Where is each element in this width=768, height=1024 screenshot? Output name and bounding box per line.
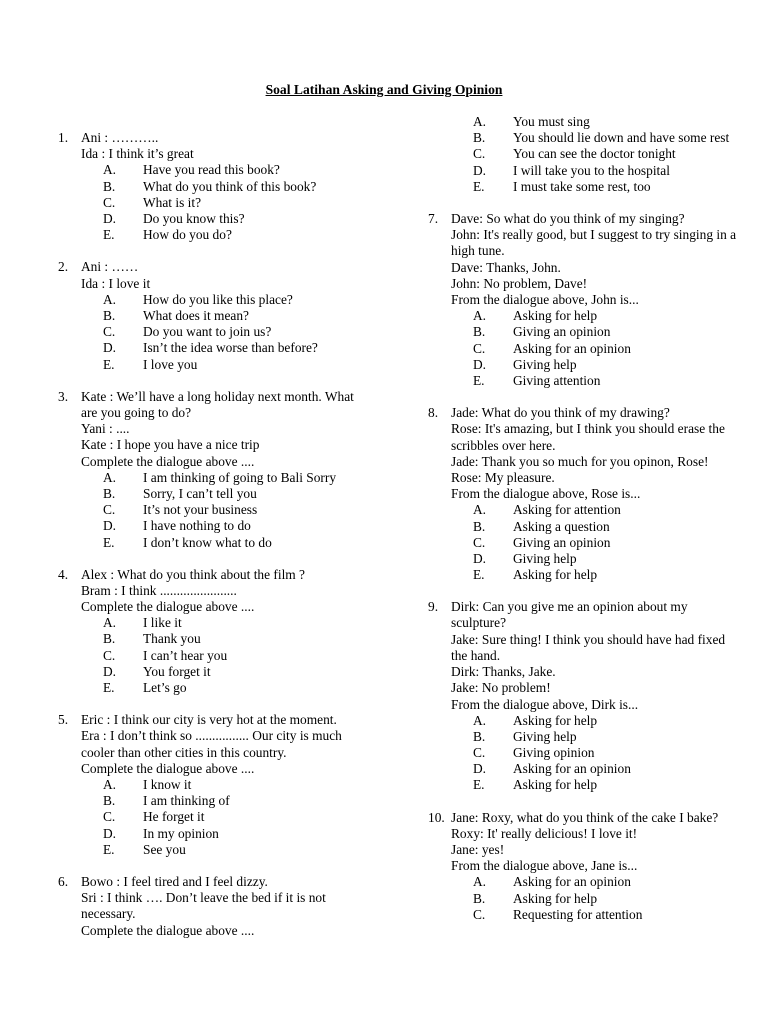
- option-letter: C.: [103, 502, 116, 518]
- dialogue-line: Jade: Thank you so much for you opinon, Rose!: [451, 453, 709, 469]
- option-letter: A.: [103, 777, 117, 793]
- dialogue-line: Dirk: Thanks, Jake.: [451, 664, 556, 680]
- answer-option: [81, 518, 358, 534]
- option-text: In my opinion: [143, 825, 219, 841]
- option-letter: C.: [473, 745, 486, 761]
- answer-option: [451, 163, 738, 179]
- option-letter: B.: [103, 631, 116, 647]
- option-letter: D.: [473, 356, 487, 372]
- option-letter: E.: [103, 356, 115, 372]
- question-body: [81, 712, 358, 858]
- answer-option: [451, 761, 738, 777]
- option-text: Asking for help: [513, 890, 598, 906]
- answer-option: [451, 551, 738, 567]
- document-title: Soal Latihan Asking and Giving Opinion: [265, 82, 503, 97]
- question-number: 9.: [428, 599, 439, 615]
- answer-option: [81, 179, 358, 195]
- answer-option: [451, 502, 738, 518]
- option-text: I am thinking of going to Bali Sorry: [143, 469, 337, 485]
- option-text: I know it: [143, 777, 192, 793]
- question-body: [451, 114, 738, 195]
- option-letter: A.: [103, 291, 117, 307]
- question-4: [58, 567, 358, 697]
- option-letter: B.: [103, 485, 116, 501]
- dialogue-line: From the dialogue above, Jane is...: [451, 858, 638, 874]
- option-text: Giving opinion: [513, 745, 595, 761]
- option-text: Asking for attention: [513, 502, 621, 518]
- option-letter: D.: [103, 340, 117, 356]
- question-3: [58, 389, 358, 551]
- option-letter: C.: [103, 809, 116, 825]
- answer-option: [81, 648, 358, 664]
- answer-option: [81, 357, 358, 373]
- option-letter: B.: [103, 307, 116, 323]
- question-10: [428, 810, 738, 923]
- answer-option: [451, 567, 738, 583]
- option-letter: B.: [473, 890, 486, 906]
- option-letter: D.: [473, 550, 487, 566]
- option-letter: B.: [473, 130, 486, 146]
- option-letter: B.: [473, 324, 486, 340]
- option-letter: E.: [473, 178, 485, 194]
- dialogue-line: Bowo : I feel tired and I feel dizzy.: [81, 873, 268, 889]
- answer-option: [81, 842, 358, 858]
- option-text: I have nothing to do: [143, 518, 251, 534]
- option-text: I love you: [143, 356, 198, 372]
- option-letter: E.: [103, 534, 115, 550]
- question-number: 4.: [58, 566, 69, 582]
- question-6: [58, 874, 358, 939]
- answer-option: [451, 745, 738, 761]
- option-text: Do you want to join us?: [143, 324, 272, 340]
- question-number: 6.: [58, 873, 69, 889]
- option-text: Asking for an opinion: [513, 340, 631, 356]
- dialogue-line: From the dialogue above, Rose is...: [451, 486, 641, 502]
- answer-option: [81, 162, 358, 178]
- option-text: What do you think of this book?: [143, 178, 317, 194]
- answer-option: [81, 340, 358, 356]
- dialogue-line: Kate : We’ll have a long holiday next month. What are you going to do?: [81, 388, 354, 420]
- dialogue-line: Complete the dialogue above ....: [81, 599, 255, 615]
- answer-option: [81, 227, 358, 243]
- answer-option: [451, 777, 738, 793]
- dialogue-line: Jane: Roxy, what do you think of the cake I bake?: [451, 809, 719, 825]
- dialogue-line: Rose: My pleasure.: [451, 469, 555, 485]
- option-text: I am thinking of: [143, 793, 230, 809]
- option-text: How do you do?: [143, 227, 232, 243]
- answer-option: [451, 341, 738, 357]
- answer-option: [81, 195, 358, 211]
- question-number: 8.: [428, 405, 439, 421]
- dialogue-line: Alex : What do you think about the film ?: [81, 566, 306, 582]
- dialogue-line: Bram : I think .......................: [81, 582, 237, 598]
- option-text: Do you know this?: [143, 210, 245, 226]
- answer-option: [81, 308, 358, 324]
- answer-option: [81, 793, 358, 809]
- option-text: You forget it: [143, 663, 211, 679]
- dialogue-line: Roxy: It' really delicious! I love it!: [451, 825, 638, 841]
- option-text: You must sing: [513, 114, 590, 129]
- answer-option: [81, 486, 358, 502]
- question-number: 1.: [58, 130, 69, 145]
- answer-option: [81, 631, 358, 647]
- option-letter: E.: [473, 777, 485, 793]
- question-body: [81, 567, 358, 697]
- option-letter: C.: [473, 340, 486, 356]
- option-letter: E.: [103, 680, 115, 696]
- question-number: 7.: [428, 210, 439, 226]
- option-letter: A.: [473, 712, 487, 728]
- option-letter: C.: [473, 146, 486, 162]
- answer-option: [451, 179, 738, 195]
- answer-option: [81, 470, 358, 486]
- option-letter: E.: [103, 227, 115, 243]
- answer-option: [451, 535, 738, 551]
- answer-option: [451, 519, 738, 535]
- answer-option: [451, 373, 738, 389]
- answer-option: [81, 292, 358, 308]
- option-letter: A.: [473, 502, 487, 518]
- question-body: [81, 130, 358, 243]
- option-letter: D.: [103, 518, 117, 534]
- option-text: Asking a question: [513, 518, 610, 534]
- option-letter: A.: [103, 162, 117, 178]
- option-letter: B.: [473, 728, 486, 744]
- option-text: I don’t know what to do: [143, 534, 272, 550]
- option-text: Giving help: [513, 550, 577, 566]
- answer-option: [451, 146, 738, 162]
- option-text: Let’s go: [143, 680, 187, 696]
- option-letter: A.: [103, 469, 117, 485]
- question-body: [81, 259, 358, 372]
- option-text: What does it mean?: [143, 307, 249, 323]
- question-number: 5.: [58, 712, 69, 728]
- option-text: Asking for help: [513, 777, 598, 793]
- answer-option: [451, 874, 738, 890]
- option-text: Asking for an opinion: [513, 761, 631, 777]
- answer-option: [451, 357, 738, 373]
- dialogue-line: From the dialogue above, Dirk is...: [451, 696, 639, 712]
- right-column: [428, 114, 738, 939]
- option-letter: B.: [103, 178, 116, 194]
- left-column: [58, 130, 358, 955]
- answer-option: [451, 729, 738, 745]
- option-text: Giving an opinion: [513, 324, 611, 340]
- dialogue-line: Jake: Sure thing! I think you should have had fixed the hand.: [451, 631, 726, 663]
- dialogue-line: Ani : ………..: [81, 130, 159, 145]
- option-text: What is it?: [143, 194, 202, 210]
- option-letter: D.: [103, 210, 117, 226]
- option-text: Have you read this book?: [143, 162, 280, 178]
- question-number: 2.: [58, 259, 69, 275]
- dialogue-line: John: It's really good, but I suggest to try singing in a high tune.: [451, 227, 737, 259]
- question-8: [428, 405, 738, 583]
- question-number: 3.: [58, 388, 69, 404]
- dialogue-line: Complete the dialogue above ....: [81, 760, 255, 776]
- answer-option: [451, 114, 738, 130]
- dialogue-line: John: No problem, Dave!: [451, 275, 588, 291]
- dialogue-line: Ani : ……: [81, 259, 139, 275]
- dialogue-line: Jake: No problem!: [451, 680, 551, 696]
- option-text: Giving help: [513, 728, 577, 744]
- option-letter: C.: [103, 194, 116, 210]
- option-letter: A.: [473, 308, 487, 324]
- option-text: Sorry, I can’t tell you: [143, 485, 257, 501]
- dialogue-line: Ida : I think it’s great: [81, 146, 194, 162]
- option-text: Thank you: [143, 631, 201, 647]
- option-letter: A.: [473, 114, 487, 129]
- answer-option: [81, 680, 358, 696]
- dialogue-line: Eric : I think our city is very hot at the moment.: [81, 712, 337, 728]
- dialogue-line: Complete the dialogue above ....: [81, 922, 255, 938]
- answer-option: [451, 907, 738, 923]
- option-letter: A.: [103, 615, 117, 631]
- option-text: Isn’t the idea worse than before?: [143, 340, 318, 356]
- option-text: How do you like this place?: [143, 291, 293, 307]
- question-body: [451, 810, 738, 923]
- option-text: I can’t hear you: [143, 647, 228, 663]
- question-body: [81, 389, 358, 551]
- question-7: [428, 211, 738, 389]
- option-text: He forget it: [143, 809, 205, 825]
- option-text: Requesting for attention: [513, 906, 643, 922]
- option-letter: D.: [103, 825, 117, 841]
- answer-option: [81, 826, 358, 842]
- option-text: You can see the doctor tonight: [513, 146, 676, 162]
- answer-option: [81, 777, 358, 793]
- dialogue-line: Jane: yes!: [451, 842, 505, 858]
- option-text: Giving attention: [513, 372, 601, 388]
- option-text: Giving an opinion: [513, 534, 611, 550]
- option-letter: E.: [103, 841, 115, 857]
- dialogue-line: Ida : I love it: [81, 275, 151, 291]
- answer-option: [451, 713, 738, 729]
- question-body: [451, 211, 738, 389]
- option-letter: C.: [473, 534, 486, 550]
- dialogue-line: Dave: So what do you think of my singing?: [451, 210, 685, 226]
- option-text: Giving help: [513, 356, 577, 372]
- question-body: [451, 599, 738, 793]
- dialogue-line: Yani : ....: [81, 421, 130, 437]
- question-5: [58, 712, 358, 858]
- option-letter: B.: [473, 518, 486, 534]
- dialogue-line: Rose: It's amazing, but I think you should erase the scribbles over here.: [451, 421, 725, 453]
- option-text: It’s not your business: [143, 502, 258, 518]
- option-text: Asking for help: [513, 567, 598, 583]
- dialogue-line: Sri : I think …. Don’t leave the bed if it is not necessary.: [81, 890, 326, 922]
- answer-option: [451, 308, 738, 324]
- dialogue-line: Dirk: Can you give me an opinion about my sculpture?: [451, 599, 688, 631]
- question-body: [451, 405, 738, 583]
- answer-option: [81, 535, 358, 551]
- option-letter: D.: [473, 162, 487, 178]
- answer-option: [81, 324, 358, 340]
- question-2: [58, 259, 358, 372]
- dialogue-line: Kate : I hope you have a nice trip: [81, 437, 260, 453]
- answer-option: [81, 809, 358, 825]
- dialogue-line: Dave: Thanks, John.: [451, 259, 561, 275]
- dialogue-line: Complete the dialogue above ....: [81, 453, 255, 469]
- option-text: You should lie down and have some rest: [513, 130, 730, 146]
- question-number: 10.: [428, 809, 445, 825]
- question-6-continued-options: [428, 114, 738, 195]
- option-letter: C.: [473, 906, 486, 922]
- option-text: I must take some rest, too: [513, 178, 651, 194]
- answer-option: [451, 324, 738, 340]
- option-text: I like it: [143, 615, 182, 631]
- question-1: [58, 130, 358, 243]
- option-letter: D.: [473, 761, 487, 777]
- answer-option: [81, 502, 358, 518]
- option-letter: C.: [103, 647, 116, 663]
- option-letter: C.: [103, 324, 116, 340]
- option-text: Asking for help: [513, 712, 598, 728]
- option-letter: D.: [103, 663, 117, 679]
- option-letter: B.: [103, 793, 116, 809]
- dialogue-line: Jade: What do you think of my drawing?: [451, 405, 670, 421]
- dialogue-line: Era : I don’t think so ................ Our city is much cooler than other cities in this country.: [81, 728, 342, 760]
- option-letter: E.: [473, 372, 485, 388]
- option-text: Asking for help: [513, 308, 598, 324]
- answer-option: [81, 664, 358, 680]
- option-letter: A.: [473, 874, 487, 890]
- answer-option: [81, 211, 358, 227]
- option-text: I will take you to the hospital: [513, 162, 670, 178]
- option-letter: E.: [473, 567, 485, 583]
- option-text: See you: [143, 841, 186, 857]
- answer-option: [451, 891, 738, 907]
- question-9: [428, 599, 738, 793]
- answer-option: [451, 130, 738, 146]
- option-text: Asking for an opinion: [513, 874, 631, 890]
- question-body: [81, 874, 358, 939]
- dialogue-line: From the dialogue above, John is...: [451, 291, 639, 307]
- answer-option: [81, 615, 358, 631]
